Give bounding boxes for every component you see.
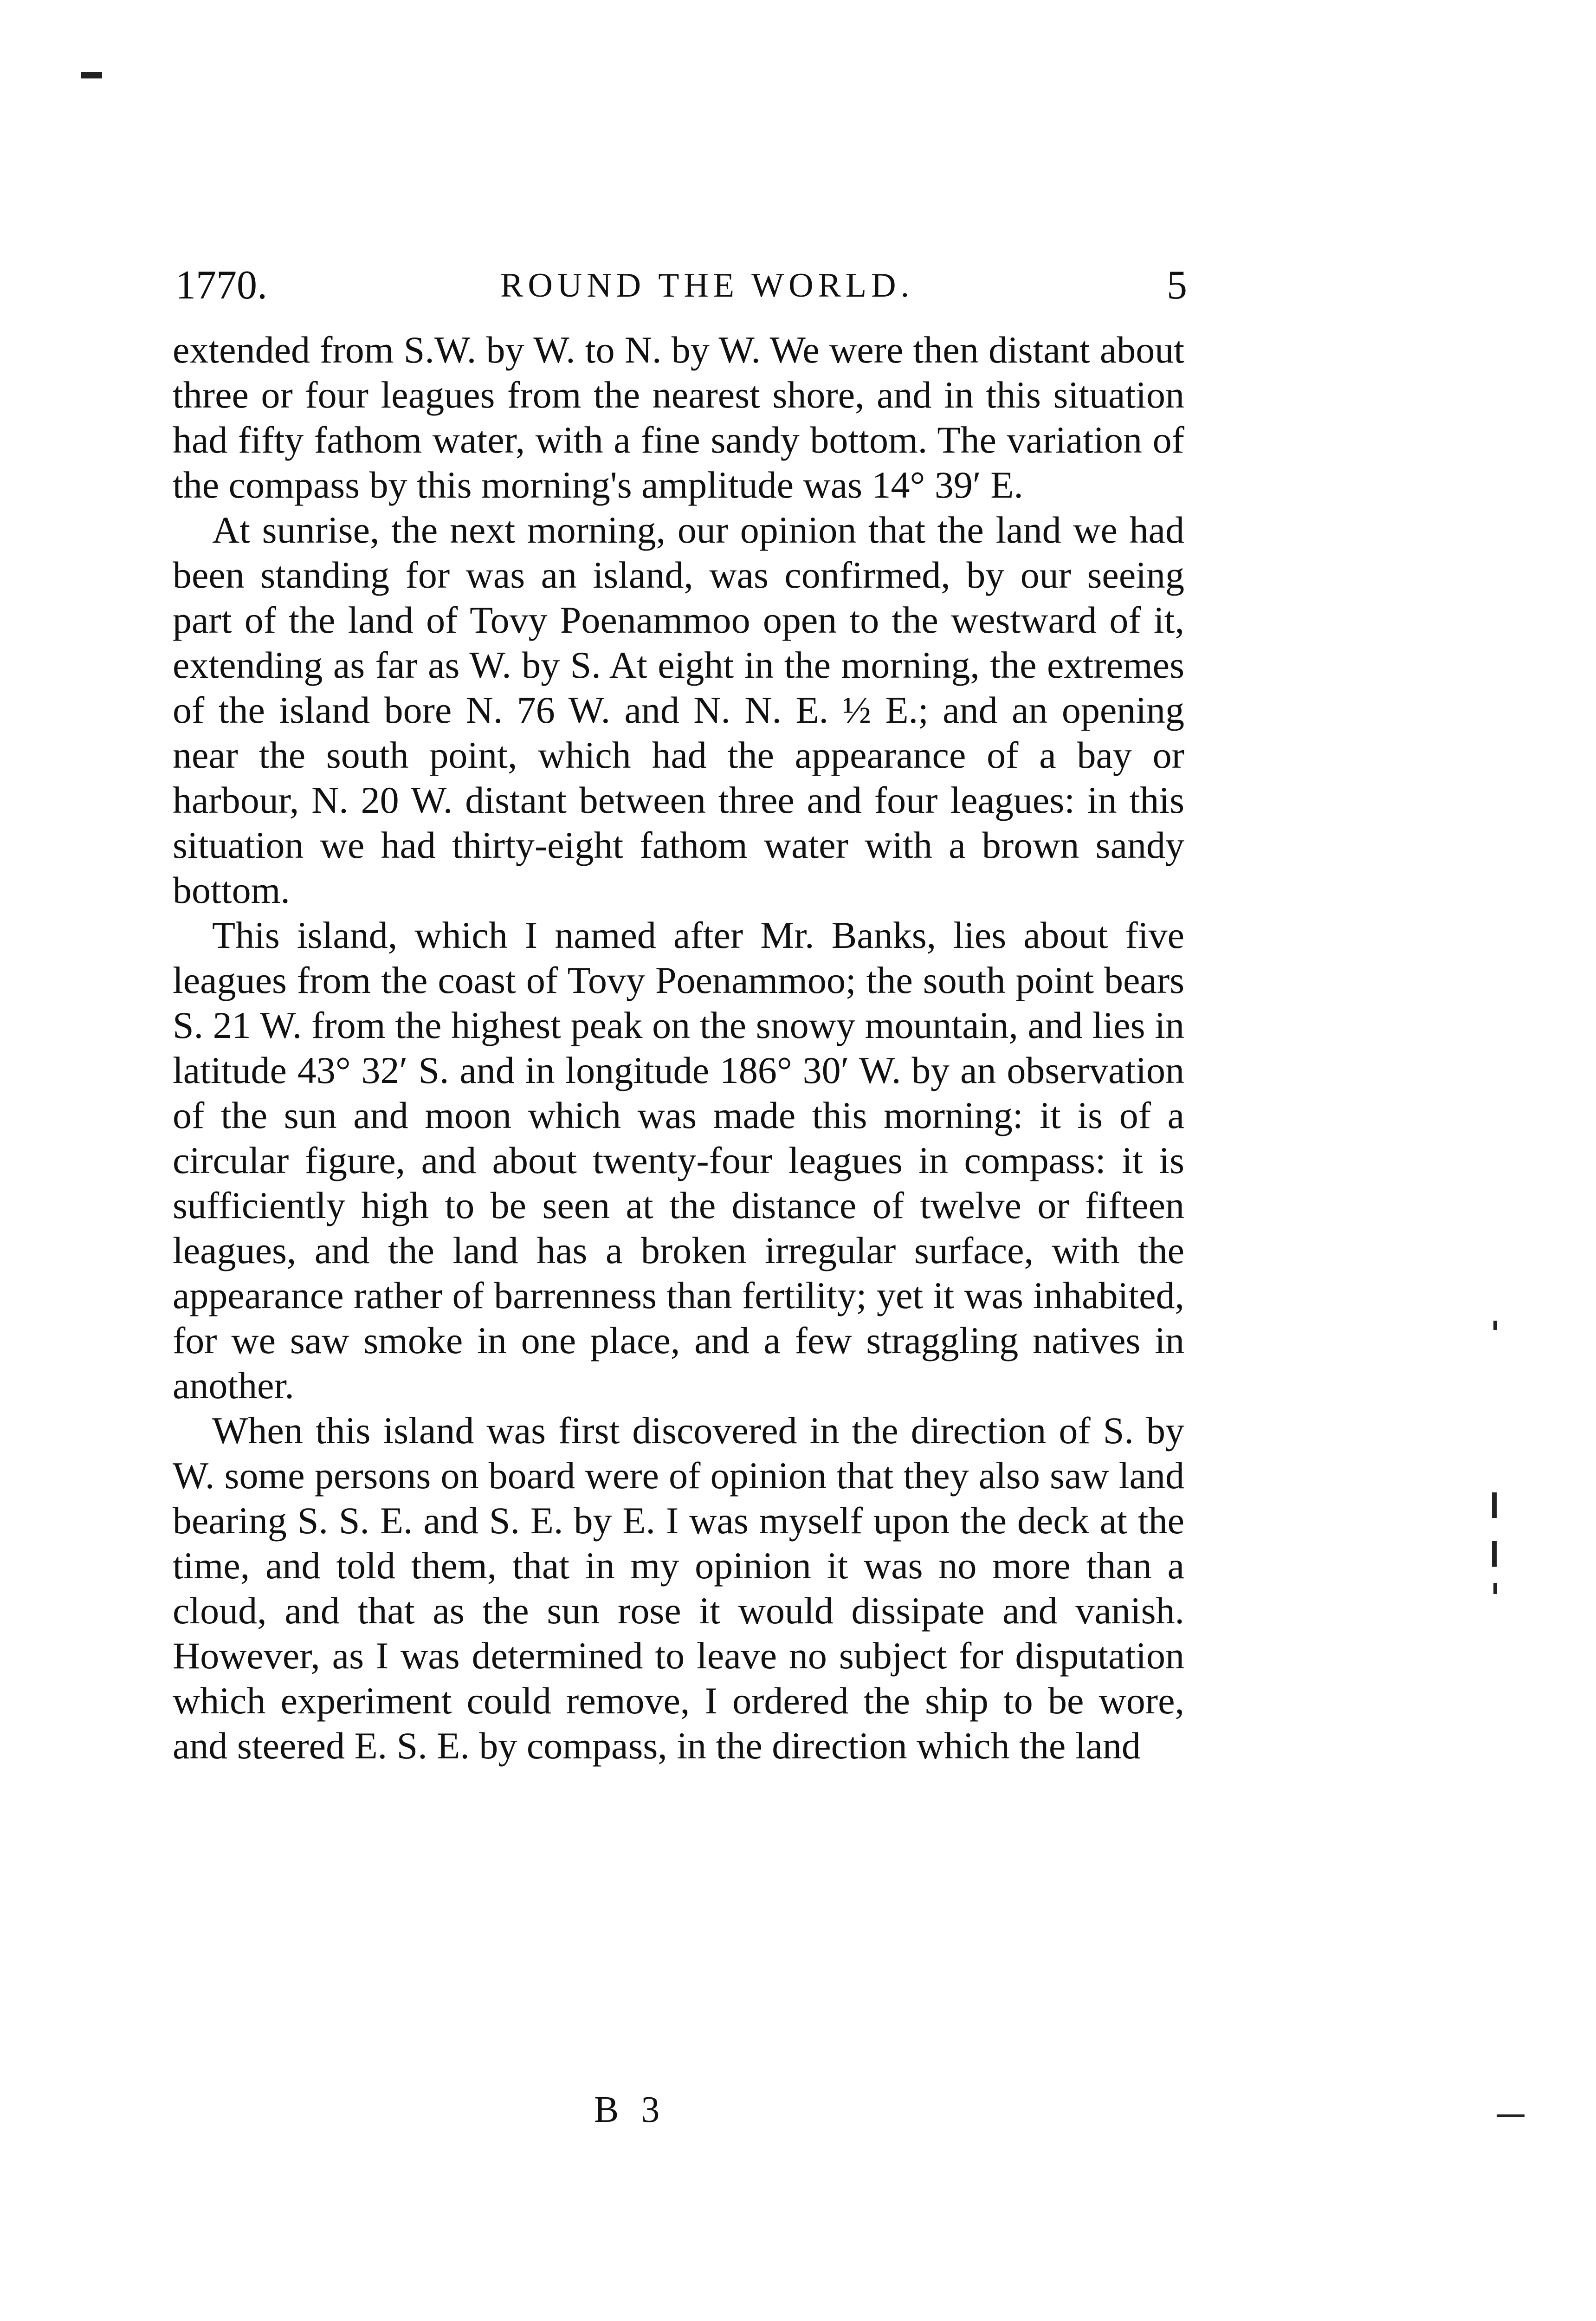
- margin-dash-right: [1497, 2114, 1525, 2117]
- body-text: [173, 327, 1184, 1768]
- header-year: 1770.: [175, 263, 267, 308]
- paragraph-3: This island, which I named after Mr. Banks, lies about five leagues from the coast of Tovy Poenammoo; the south point bears S. 21 W. from the highest peak on the snowy mountain, and lies in latitude 43° 32′ S. and in longitude 186° 30′ W. by an observation of the sun and moon which was made this morning: it is of a circular figure, and about twenty-four leagues in compass: it is sufficiently high to be seen at the distance of twelve or fifteen leagues, and the land has a broken irregular surface, with the appearance rather of barrenness than fertility; yet it was inhabited, for we saw smoke in one place, and a few straggling natives in another.: [173, 914, 1184, 1407]
- paragraph-4: When this island was first discovered in the direction of S. by W. some persons on board were of opinion that they also saw land bearing S. S. E. and S. E. by E. I was myself upon the deck at the time, and told them, that in my opinion it was no more than a cloud, and that as the sun rose it would dissipate and vanish. However, as I was determined to leave no subject for disputation which experiment could remove, I ordered the ship to be wore, and steered E. S. E. by compass, in the direction which the land: [173, 1409, 1184, 1767]
- page-number: 5: [1167, 263, 1187, 308]
- header-title: ROUND THE WORLD.: [500, 266, 914, 305]
- signature-mark: B 3: [594, 2089, 666, 2130]
- paragraph-2: At sunrise, the next morning, our opinion that the land we had been standing for was an island, was confirmed, by our seeing part of the land of Tovy Poenammoo open to the westward of it, extending as far as W. by S. At eight in the morning, the extremes of the island bore N. 76 W. and N. N. E. ½ E.; and an opening near the south point, which had the appearance of a bay or harbour, N. 20 W. distant between three and four leagues: in this situation we had thirty-eight fathom water with a brown sandy bottom.: [173, 509, 1184, 911]
- margin-tick-right-2: [1492, 1541, 1497, 1567]
- speck-top-left: [81, 72, 102, 78]
- margin-tick-right-3: [1493, 1583, 1497, 1594]
- running-head: [175, 258, 1187, 313]
- margin-tick-right-1: [1492, 1492, 1497, 1518]
- paragraph-1: extended from S.W. by W. to N. by W. We were then distant about three or four leagues from the nearest shore, and in this situation had fifty fathom water, with a fine sandy bottom. The variation of the compass by this morning's amplitude was 14° 39′ E.: [173, 329, 1184, 506]
- margin-tick-right-4: [1493, 1321, 1497, 1330]
